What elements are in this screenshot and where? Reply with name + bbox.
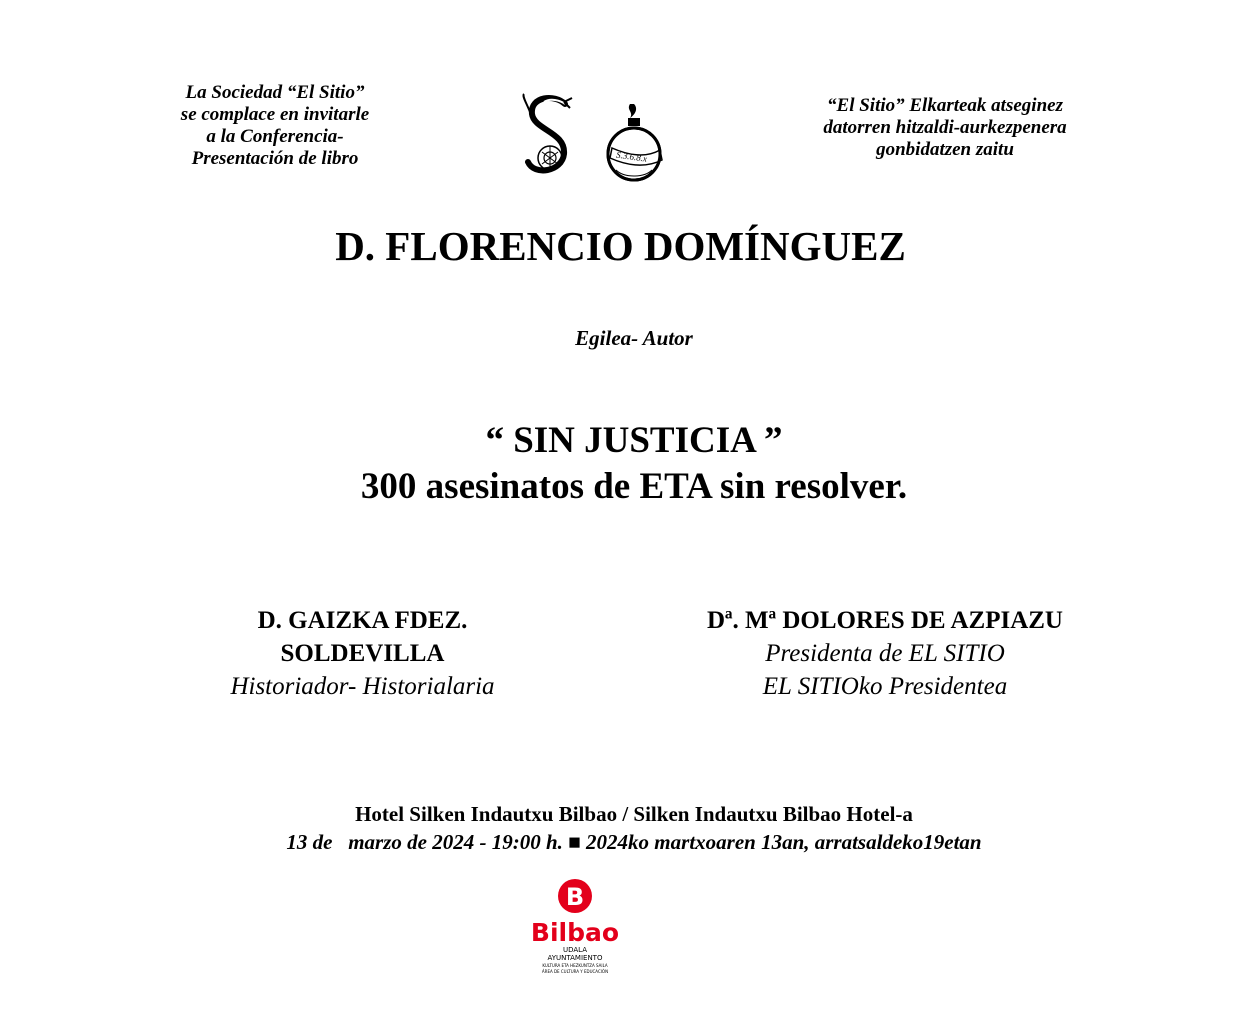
presenter-role: EL SITIOko Presidentea xyxy=(762,673,1008,700)
bilbao-logo-letter: B xyxy=(565,883,585,911)
venue-block xyxy=(0,800,1241,856)
presenter-1 xyxy=(190,604,535,703)
invitation-text-eu xyxy=(785,95,1105,161)
presenter-name: D. GAIZKA FDEZ. xyxy=(257,607,468,634)
invitation-line: La Sociedad “El Sitio” xyxy=(185,82,365,103)
venue-date: 13 de marzo de 2024 - 19:00 h. ■ 2024ko martxoaren 13an, arratsaldeko19etan xyxy=(286,830,982,854)
presenter-role: Presidenta de EL SITIO xyxy=(765,640,1005,667)
invitation-line: Presentación de libro xyxy=(191,148,359,169)
society-s-logo xyxy=(520,92,580,182)
presenter-name: Dª. Mª DOLORES DE AZPIAZU xyxy=(706,607,1063,634)
bilbao-city-logo xyxy=(505,878,645,978)
bomb-inscription: S.3.6.8.x xyxy=(615,149,648,164)
book-title: “ SIN JUSTICIA ” xyxy=(485,420,783,461)
speaker-name: D. FLORENCIO DOMÍNGUEZ xyxy=(335,223,906,269)
book-subtitle: 300 asesinatos de ETA sin resolver. xyxy=(360,466,908,507)
presenter-role: Historiador- Historialaria xyxy=(230,673,495,700)
bilbao-logo-ayuntamiento: AYUNTAMIENTO xyxy=(547,954,603,962)
bomb-icon xyxy=(600,100,670,185)
presenter-name: SOLDEVILLA xyxy=(280,640,445,667)
bilbao-logo-dept-es: ÁREA DE CULTURA Y EDUCACIÓN xyxy=(541,969,609,974)
invitation-line: se complace en invitarle xyxy=(180,104,370,125)
bilbao-logo-name: Bilbao xyxy=(530,918,620,947)
invitation-line: a la Conferencia- xyxy=(206,126,344,147)
venue-place: Hotel Silken Indautxu Bilbao / Silken Indautxu Bilbao Hotel-a xyxy=(355,802,913,826)
presenter-2 xyxy=(660,604,1110,703)
invitation-text-es xyxy=(150,82,400,170)
bilbao-logo-dept-eu: KULTURA ETA HEZKUNTZA SAILA xyxy=(542,963,608,968)
invitation-line: “El Sitio” Elkarteak atseginez xyxy=(827,95,1063,116)
speaker-role: Egilea- Autor xyxy=(575,326,693,350)
invitation-line: datorren hitzaldi-aurkezpenera xyxy=(823,117,1067,138)
book-title-block xyxy=(0,418,1241,510)
invitation-line: gonbidatzen zaitu xyxy=(876,139,1014,160)
bilbao-logo-udala: UDALA xyxy=(562,946,588,954)
